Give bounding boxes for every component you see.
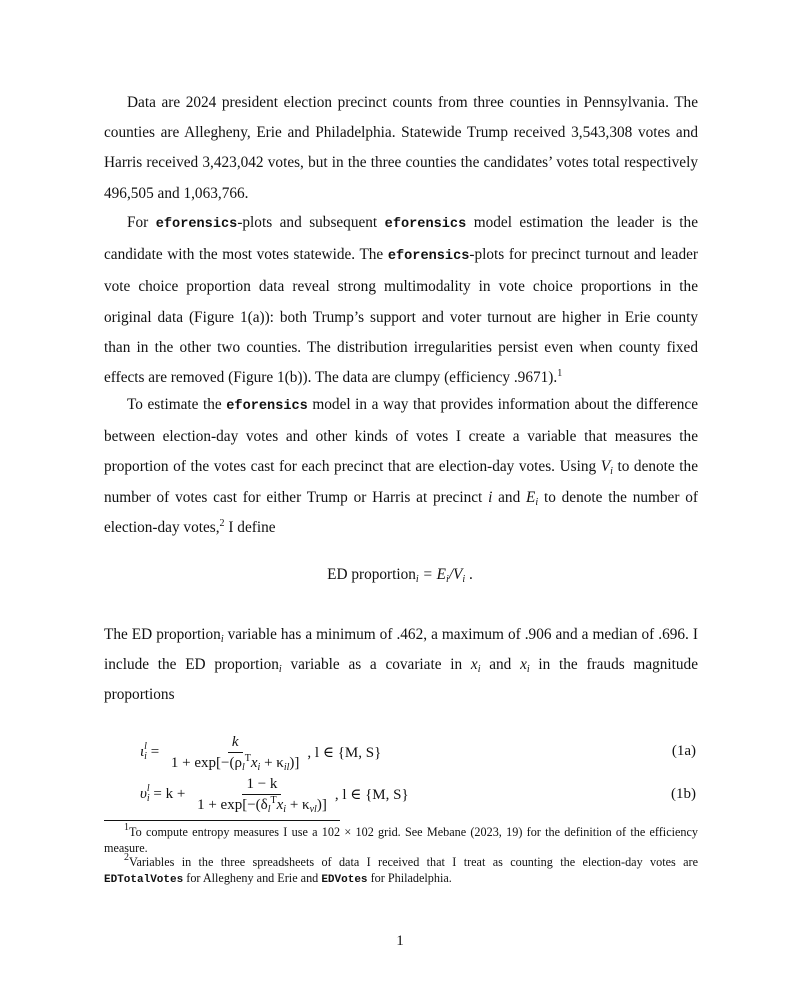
page-number: 1 <box>396 933 404 949</box>
text-segment: For <box>127 214 156 231</box>
eq1b-denominator: $1 + \exp[-(\delta_l^Tx_i + \kappa_{vl})]$ <box>197 794 327 815</box>
footnote-2 <box>104 854 698 888</box>
paragraph-ed-summary <box>104 620 698 711</box>
text-segment: i <box>535 496 539 508</box>
display-rhs-v: /V <box>448 566 463 583</box>
display-rhs-e: = E <box>418 566 447 583</box>
equation-number-1a: (1a) <box>671 743 696 759</box>
text-segment: -plots and subsequent <box>237 214 385 231</box>
text-segment: i <box>477 664 481 676</box>
text-segment: to denote the number of votes cast for either Trump or Harris at precinct <box>104 458 698 506</box>
text-segment: i <box>610 466 613 478</box>
display-rhs-v-sub: i <box>462 574 466 585</box>
text-segment: i <box>526 664 530 676</box>
eq1b-tail: , l ∈ {M, S} <box>334 786 409 803</box>
footnote-1 <box>104 824 698 856</box>
text-segment: EDVotes <box>321 874 368 886</box>
text-segment: and <box>492 488 527 506</box>
text-segment: in the frauds magnitude proportions <box>104 656 698 704</box>
text-segment: x <box>520 656 527 674</box>
eq1a-prefix: = <box>146 743 163 760</box>
display-rhs-e-sub: i <box>446 574 449 585</box>
text-segment: 2 <box>124 852 129 863</box>
equation-1b <box>140 774 409 814</box>
eq1b-den-end: )] <box>316 796 327 813</box>
paragraph-eforensics-plots <box>104 208 698 393</box>
eq1a-den-tail: + κ <box>260 754 284 771</box>
eq1a-den-head: 1 + exp[−(ρ <box>170 754 242 771</box>
eq1b-lhs-sup: l <box>146 783 150 794</box>
display-end: . <box>465 566 473 583</box>
text-segment: I define <box>224 518 276 536</box>
eq1a-den-end: )] <box>289 754 300 771</box>
text-segment: 2 <box>219 517 225 529</box>
eq1a-numerator: k <box>228 733 243 753</box>
text-segment: eforensics <box>384 217 467 232</box>
text-segment: V <box>600 458 611 476</box>
eq1b-numerator: 1 − k <box>242 775 281 795</box>
text-segment: for Philadelphia. <box>367 871 452 885</box>
text-segment: x <box>470 656 478 674</box>
text-segment: and <box>480 656 521 674</box>
text-segment: -plots for precinct turnout and leader vote choice proportion data reveal strong multimodality in vote choice proportions in the original data (Figure 1(a)): both Trump’s support and voter turnout are higher in Erie county than in the other two counties. The distribution irregularities persist even when county fixed effects are removed (Figure 1(b)). The data are clumpy (efficiency .9671). <box>104 246 698 387</box>
display-lhs: ED proportion <box>327 566 416 583</box>
eq1a-lhs-sub: i <box>144 751 147 762</box>
text-segment: model estimation the leader is the candidate with the most votes statewide. The <box>104 214 698 264</box>
text-segment: model in a way that provides information about the difference between election-day votes and other kinds of votes I create a variable that measures the proportion of the votes cast for each precinct that are election-day votes. Using <box>104 396 698 476</box>
text-segment: EDTotalVotes <box>104 874 184 886</box>
display-equation-ed-proportion <box>0 566 800 584</box>
text-segment: to denote the number of election-day votes, <box>104 488 698 536</box>
eq1a-tail: , l ∈ {M, S} <box>307 744 382 761</box>
text-segment: variable has a minimum of .462, a maximum of .906 and a median of .696. I include the ED proportion <box>104 626 698 674</box>
text-segment: Variables in the three spreadsheets of data I received that I treat as counting the election-day votes are <box>129 855 698 869</box>
text-segment: To estimate the <box>127 396 227 413</box>
eq1b-lhs: υ <box>140 785 147 802</box>
text-segment: 1 <box>124 822 129 833</box>
text-segment: for Allegheny and Erie and <box>183 871 322 885</box>
text-segment: eforensics <box>226 399 308 414</box>
text-segment: Data are 2024 president election precinct counts from three counties in Pennsylvania. The counties are Allegheny, Erie and Philadelphia. Statewide Trump received 3,543,308 votes and Harris received 3,423,042 votes, but in the three counties the candidates’ votes total respectively 496,505 and 1,063,766. <box>104 94 698 202</box>
eq1b-den-tail: + κ <box>286 796 310 813</box>
equation-number-1b: (1b) <box>671 786 696 802</box>
eq1b-lhs-sub: i <box>146 793 150 804</box>
text-segment: The ED proportion <box>104 626 221 643</box>
eq1b-den-x: x <box>276 796 284 813</box>
text-segment: 1 <box>557 368 563 380</box>
text-segment: i <box>220 634 224 645</box>
eq1a-fraction <box>167 733 304 772</box>
text-segment: i <box>488 488 493 506</box>
eq1b-prefix: = k + <box>149 785 190 802</box>
eq1a-lhs: ι <box>140 743 145 760</box>
text-segment: i <box>278 664 282 676</box>
paragraph-data-description <box>104 88 698 209</box>
eq1b-fraction <box>193 775 331 814</box>
text-segment: E <box>526 488 536 506</box>
text-segment: eforensics <box>387 249 470 265</box>
equation-1a <box>140 732 381 772</box>
display-lhs-sub: i <box>415 574 419 585</box>
eq1a-den-x: x <box>250 754 258 771</box>
text-segment: variable as a covariate in <box>281 656 471 674</box>
eq1b-den-head: 1 + exp[−(δ <box>197 796 268 813</box>
eq1a-lhs-sup: l <box>144 741 147 752</box>
text-segment: eforensics <box>155 217 238 232</box>
paragraph-ed-variable <box>104 390 698 543</box>
text-segment: To compute entropy measures I use a 102 × 102 grid. See Mebane (2023, 19) for the definition of the efficiency measure. <box>104 825 698 855</box>
footnote-rule <box>104 820 340 821</box>
eq1a-denominator: $1 + \exp[-(\rho_l^Tx_i + \kappa_{il})]$ <box>170 752 300 773</box>
